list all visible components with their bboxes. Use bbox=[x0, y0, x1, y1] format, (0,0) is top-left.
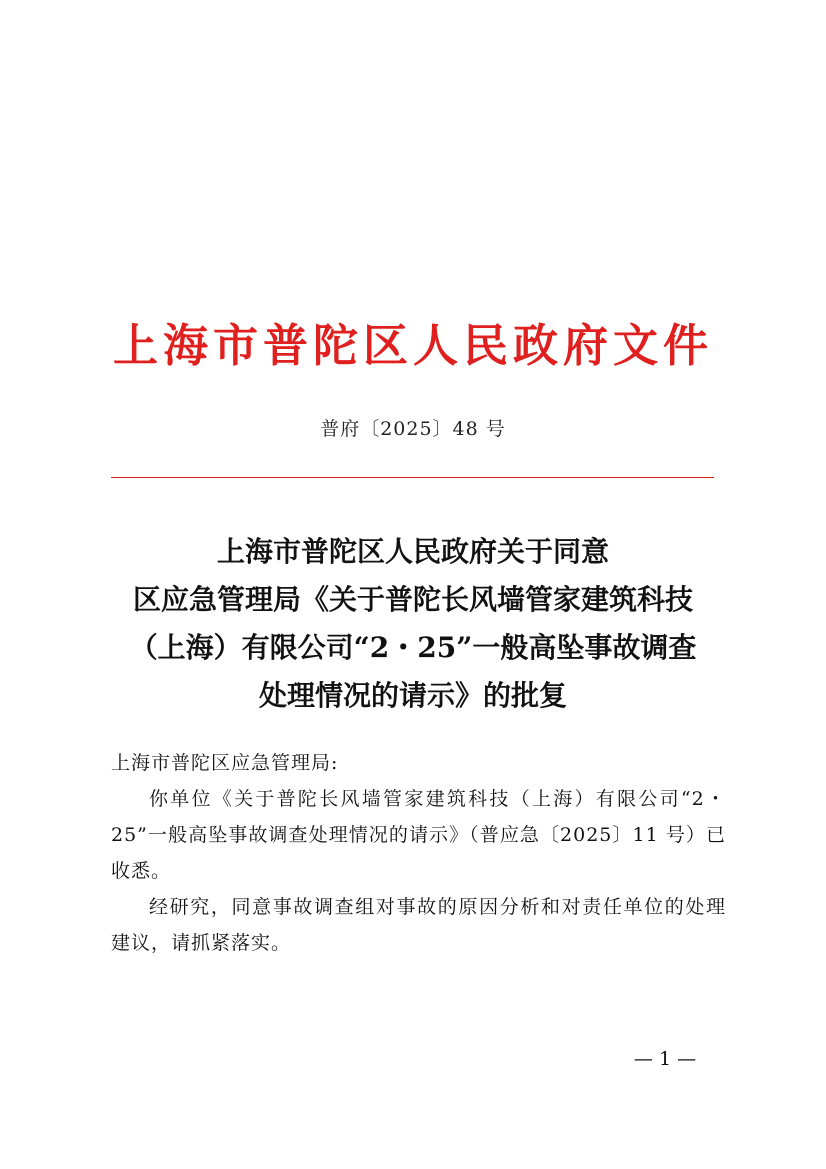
title-line-1: 上海市普陀区人民政府关于同意 bbox=[216, 535, 609, 568]
addressee: 上海市普陀区应急管理局: bbox=[111, 752, 339, 774]
document-number: 普府〔2025〕48 号 bbox=[320, 418, 506, 440]
title-line-2: 区应急管理局《关于普陀长风墙管家建筑科技 bbox=[132, 583, 693, 616]
red-separator-line bbox=[111, 477, 714, 478]
body-paragraph-1: 你单位《关于普陀长风墙管家建筑科技（上海）有限公司“2・25”一般高坠事故调查处理情况的请示》（普应急〔2025〕11 号）已收悉。 bbox=[111, 788, 726, 882]
document-title bbox=[100, 528, 726, 720]
title-line-3: （上海）有限公司“2・25”一般高坠事故调查 bbox=[129, 631, 697, 664]
title-line-4: 处理情况的请示》的批复 bbox=[258, 679, 567, 712]
document-body bbox=[111, 745, 726, 961]
body-paragraph-2: 经研究，同意事故调查组对事故的原因分析和对责任单位的处理建议，请抓紧落实。 bbox=[111, 896, 726, 954]
page-number: — 1 — bbox=[633, 1048, 697, 1070]
masthead-title: 上海市普陀区人民政府文件 bbox=[112, 319, 713, 372]
